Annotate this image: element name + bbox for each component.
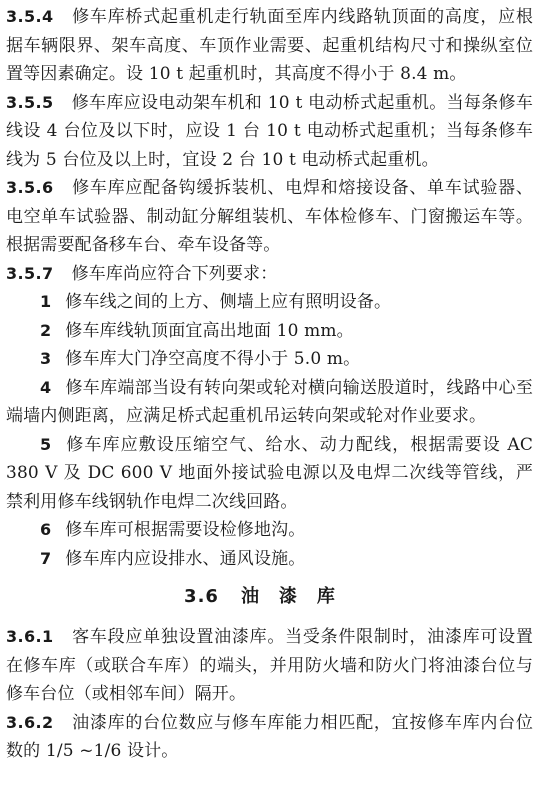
clause-3-6-2 bbox=[6, 709, 533, 766]
item-text: 修车库端部当设有转向架或轮对横向输送股道时，线路中心至端墙内侧距离，应满足桥式起重机吊运转向架或轮对作业要求。 bbox=[6, 377, 533, 426]
clause-number: 3.5.5 bbox=[6, 92, 54, 112]
section-number: 3.6 bbox=[184, 586, 219, 607]
item-number: 3 bbox=[40, 349, 52, 368]
clause-text: 修车库应配备钩缓拆装机、电焊和熔接设备、单车试验器、电空单车试验器、制动缸分解组装机、车体检修车、门窗搬运车等。根据需要配备移车台、牵车设备等。 bbox=[6, 178, 533, 255]
clause-3-6-1 bbox=[6, 623, 533, 709]
list-item bbox=[6, 345, 533, 374]
list-item bbox=[6, 374, 533, 431]
clause-text: 修车库应设电动架车机和 10 t 电动桥式起重机。当每条修车线设 4 台位及以下时，应设 1 台 10 t 电动桥式起重机；当每条修车线为 5 台位及以上时，宜设 2 台 10 t 电动桥式起重机。 bbox=[6, 92, 533, 170]
item-number: 4 bbox=[40, 377, 52, 397]
item-text: 修车线之间的上方、侧墙上应有照明设备。 bbox=[65, 292, 392, 312]
list-item bbox=[6, 545, 533, 574]
list-item bbox=[6, 288, 533, 317]
document-page bbox=[6, 3, 533, 766]
clause-text: 油漆库的台位数应与修车库能力相匹配，宜按修车库内台位数的 1/5 ~1/6 设计。 bbox=[6, 712, 533, 761]
item-number: 7 bbox=[40, 548, 52, 568]
item-text: 修车库线轨顶面宜高出地面 10 mm。 bbox=[65, 320, 354, 341]
clause-text: 修车库桥式起重机走行轨面至库内线路轨顶面的高度，应根据车辆限界、架车高度、车顶作业需要、起重机结构尺寸和操纵室位置等因素确定。设 10 t 起重机时，其高度不得小于 8.4 m。 bbox=[6, 7, 533, 84]
item-text: 修车库大门净空高度不得小于 5.0 m。 bbox=[65, 349, 361, 369]
clause-number: 3.5.4 bbox=[6, 7, 54, 26]
clause-number: 3.6.1 bbox=[6, 627, 54, 646]
list-item bbox=[6, 317, 533, 346]
clause-3-5-5 bbox=[6, 89, 533, 175]
list-item bbox=[6, 431, 533, 517]
clause-3-5-7 bbox=[6, 260, 533, 289]
item-text: 修车库内应设排水、通风设施。 bbox=[65, 548, 306, 569]
clause-text: 修车库尚应符合下列要求： bbox=[71, 263, 278, 284]
section-title: 油漆库 bbox=[240, 586, 355, 607]
clause-number: 3.6.2 bbox=[6, 712, 54, 732]
clause-3-5-4 bbox=[6, 3, 533, 89]
item-number: 1 bbox=[40, 292, 52, 311]
clause-3-5-6 bbox=[6, 174, 533, 260]
item-text: 修车库可根据需要设检修地沟。 bbox=[65, 520, 306, 540]
section-heading bbox=[6, 583, 533, 611]
list-item bbox=[6, 516, 533, 545]
item-number: 6 bbox=[40, 520, 52, 539]
clause-text: 客车段应单独设置油漆库。当受条件限制时，油漆库可设置在修车库（或联合车库）的端头，并用防火墙和防火门将油漆台位与修车台位（或相邻车间）隔开。 bbox=[6, 627, 533, 704]
item-text: 修车库应敷设压缩空气、给水、动力配线，根据需要设 AC 380 V 及 DC 600 V 地面外接试验电源以及电焊二次线等管线，严禁利用修车线钢轨作电焊二次线回路。 bbox=[6, 434, 533, 512]
item-number: 5 bbox=[40, 434, 52, 454]
clause-number: 3.5.6 bbox=[6, 178, 54, 197]
clause-number: 3.5.7 bbox=[6, 263, 54, 283]
item-number: 2 bbox=[40, 320, 52, 340]
